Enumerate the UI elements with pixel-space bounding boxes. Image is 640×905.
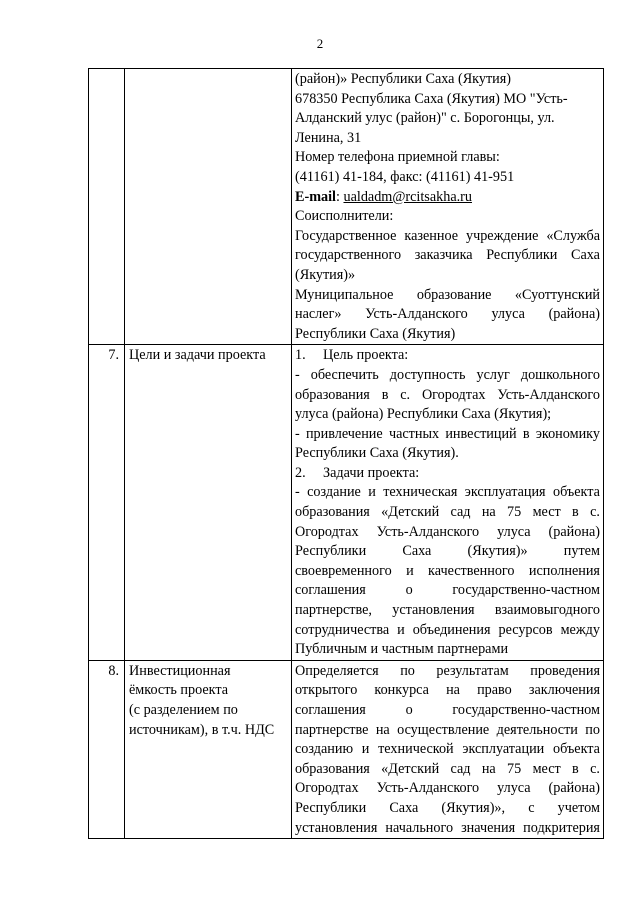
word: взаимовыгодного <box>494 602 600 619</box>
word: (Якутия)», <box>441 799 506 816</box>
word: и <box>406 562 414 579</box>
word: Республики <box>295 543 367 560</box>
word: своевременного <box>295 562 392 579</box>
table-row <box>89 345 604 661</box>
word: сотрудничества <box>295 621 390 638</box>
word: в <box>572 760 579 777</box>
word: «Детский <box>381 504 440 521</box>
text-line <box>295 562 600 582</box>
word: начального <box>385 819 454 836</box>
word: заказчика <box>414 247 473 264</box>
text-line <box>295 227 600 247</box>
word: в <box>522 425 530 442</box>
word: ресурсов <box>498 621 553 638</box>
text-line <box>295 523 600 543</box>
word: между <box>560 621 600 638</box>
word: наслег» <box>295 306 342 323</box>
word: значения <box>461 819 516 836</box>
word: заключения <box>528 682 600 699</box>
word: (района) <box>548 780 600 797</box>
text-line <box>295 760 600 780</box>
word: осуществление <box>397 721 490 738</box>
table-row <box>89 69 604 345</box>
row-description-cell <box>292 660 604 838</box>
word: улуса <box>491 306 525 323</box>
word: деятельности <box>496 721 578 738</box>
word: государственно-частном <box>452 702 600 718</box>
text-line <box>295 601 600 621</box>
word: с. <box>400 386 411 403</box>
word: образования <box>295 504 370 521</box>
word: о <box>405 582 413 599</box>
text-line: Номер телефона приемной главы: <box>295 149 500 166</box>
word: дошкольного <box>520 366 600 383</box>
word: и <box>368 484 376 501</box>
word: мест <box>532 760 561 777</box>
word: учетом <box>557 799 600 816</box>
word: на <box>481 504 496 521</box>
word: объекта <box>552 484 600 501</box>
word: - <box>295 366 300 383</box>
word: услуг <box>476 366 510 383</box>
row-name-cell <box>125 345 292 661</box>
word: соглашения <box>295 582 366 599</box>
word: (района) <box>548 306 600 323</box>
word: технической <box>378 741 454 758</box>
list-number: 2. <box>295 464 306 481</box>
word: качественного <box>428 562 515 579</box>
word: на <box>481 760 496 777</box>
word: - <box>295 425 300 442</box>
text-line: Ленина, 31 <box>295 129 362 146</box>
word: с. <box>590 760 600 777</box>
text-line <box>295 246 600 266</box>
list-text: Цель проекта: <box>323 347 409 364</box>
word: сад <box>450 760 471 777</box>
row-number-cell: 7. <box>89 345 125 661</box>
word: путем <box>563 543 600 560</box>
word: партнерстве <box>295 721 369 738</box>
email-label: E-mail <box>295 188 336 205</box>
word: инвестиций <box>445 425 517 442</box>
word: с. <box>590 504 600 521</box>
word: казенное <box>404 227 459 244</box>
word: привлечение <box>305 425 383 442</box>
list-text: Задачи проекта: <box>323 464 420 481</box>
row-name-line: Цели и задачи проекта <box>129 347 266 364</box>
word: Усть-Алданского <box>365 306 468 323</box>
page-number: 2 <box>316 36 324 51</box>
text-line <box>295 581 600 601</box>
word: доступность <box>389 366 466 383</box>
text-line: (41161) 41-184, факс: (41161) 41-951 <box>295 168 515 185</box>
text-line <box>295 681 600 701</box>
word: по <box>400 662 415 679</box>
word: и <box>361 741 370 758</box>
word: открытого <box>295 682 358 699</box>
word: в <box>572 504 579 521</box>
word: партнерстве, <box>295 602 372 619</box>
word: (района) <box>548 523 600 540</box>
word: по <box>585 721 600 738</box>
word: обеспечить <box>310 366 379 383</box>
text-line: Республики Саха (Якутия) <box>295 325 456 342</box>
word: учреждение <box>465 227 539 244</box>
word: результатам <box>436 662 509 679</box>
word: техническая <box>383 484 458 501</box>
row-description-cell <box>292 345 604 661</box>
row-name-cell <box>125 69 292 345</box>
email-link[interactable]: ualdadm@rcitsakha.ru <box>343 188 472 205</box>
word: улуса <box>497 523 531 540</box>
row-name-line: (с разделением по <box>129 702 238 718</box>
list-item <box>295 346 600 366</box>
word: на <box>446 682 460 699</box>
word: сад <box>450 504 471 521</box>
word: «Суоттунский <box>514 286 600 303</box>
word: установления <box>295 819 378 836</box>
word: Республики <box>486 247 558 264</box>
text-line <box>295 621 600 641</box>
word: Огородтах <box>295 523 359 540</box>
word: Саха <box>402 543 432 560</box>
word: с <box>528 799 535 816</box>
word: улуса <box>497 780 531 797</box>
table-row <box>89 660 604 838</box>
word: созданию <box>295 741 354 758</box>
row-name-line: ёмкость проекта <box>129 682 229 699</box>
word: Саха <box>571 247 600 264</box>
text-line: Республики Саха (Якутия). <box>295 445 459 462</box>
row-description-cell <box>292 69 604 345</box>
text-line <box>295 799 600 819</box>
word: образования <box>295 760 370 777</box>
row-name-line: источникам), в т.ч. НДС <box>129 721 275 738</box>
word: экономику <box>535 425 600 442</box>
row-number-cell <box>89 69 125 345</box>
word: государственно-частном <box>452 582 600 599</box>
word: - <box>295 484 300 501</box>
word: (Якутия)» <box>467 543 528 560</box>
text-line <box>295 542 600 562</box>
word: Усть-Алданского <box>497 386 600 403</box>
word: Усть-Алданского <box>376 780 480 797</box>
text-line <box>295 503 600 523</box>
project-passport-table <box>88 68 604 839</box>
text-line: 678350 Республика Саха (Якутия) МО "Усть- <box>295 90 568 107</box>
text-line <box>295 662 600 682</box>
word: частных <box>388 425 440 442</box>
word: в <box>381 386 389 403</box>
word: объединения <box>412 621 491 638</box>
word: о <box>405 702 413 718</box>
list-number: 1. <box>295 347 306 364</box>
word: и <box>397 621 405 638</box>
email-line <box>295 188 600 208</box>
word: создание <box>307 484 361 501</box>
word: эксплуатация <box>464 484 546 501</box>
email-separator: : <box>335 188 344 205</box>
word: проведения <box>530 662 600 679</box>
word: 75 <box>507 504 522 521</box>
word: конкурса <box>374 682 429 699</box>
text-line <box>295 721 600 741</box>
word: право <box>477 682 512 699</box>
word: исполнения <box>528 562 600 579</box>
word: образование <box>416 286 492 303</box>
text-line <box>295 483 600 503</box>
text-line: (район)» Республики Саха (Якутия) <box>295 71 512 87</box>
text-line: улуса (района) Республики Саха (Якутия); <box>295 406 552 423</box>
row-number-cell: 8. <box>89 660 125 838</box>
word: Государственное <box>295 227 397 244</box>
text-line <box>295 366 600 386</box>
word: Саха <box>389 799 419 816</box>
text-line <box>295 819 600 839</box>
word: установления <box>392 602 475 619</box>
word: Республики <box>295 799 367 816</box>
word: образования <box>295 386 370 403</box>
row-name-line: Инвестиционная <box>129 662 231 679</box>
word: Усть-Алданского <box>376 523 480 540</box>
word: объекта <box>553 741 600 758</box>
word: Огородтах <box>421 386 486 403</box>
word: «Служба <box>546 227 600 244</box>
word: Муниципальное <box>295 286 394 303</box>
text-line: Соисполнители: <box>295 208 394 225</box>
word: на <box>375 721 390 738</box>
word: эксплуатации <box>462 741 545 758</box>
text-line: Публичным и частным партнерами <box>295 641 509 658</box>
word: подкритерия <box>523 819 600 836</box>
text-line <box>295 779 600 799</box>
text-line <box>295 386 600 406</box>
text-line <box>295 740 600 760</box>
word: «Детский <box>381 760 440 777</box>
text-line <box>295 425 600 445</box>
word: Огородтах <box>295 780 359 797</box>
list-item <box>295 464 600 484</box>
text-line: (Якутия)» <box>295 266 356 283</box>
word: 75 <box>507 760 522 777</box>
word: Определяется <box>295 662 379 679</box>
text-line <box>295 305 600 325</box>
word: государственного <box>295 247 402 264</box>
row-name-cell <box>125 660 292 838</box>
word: соглашения <box>295 702 366 718</box>
word: мест <box>532 504 561 521</box>
text-line <box>295 701 600 721</box>
text-line: Алданский улус (район)" с. Борогонцы, ул. <box>295 110 555 127</box>
text-line <box>295 286 600 306</box>
